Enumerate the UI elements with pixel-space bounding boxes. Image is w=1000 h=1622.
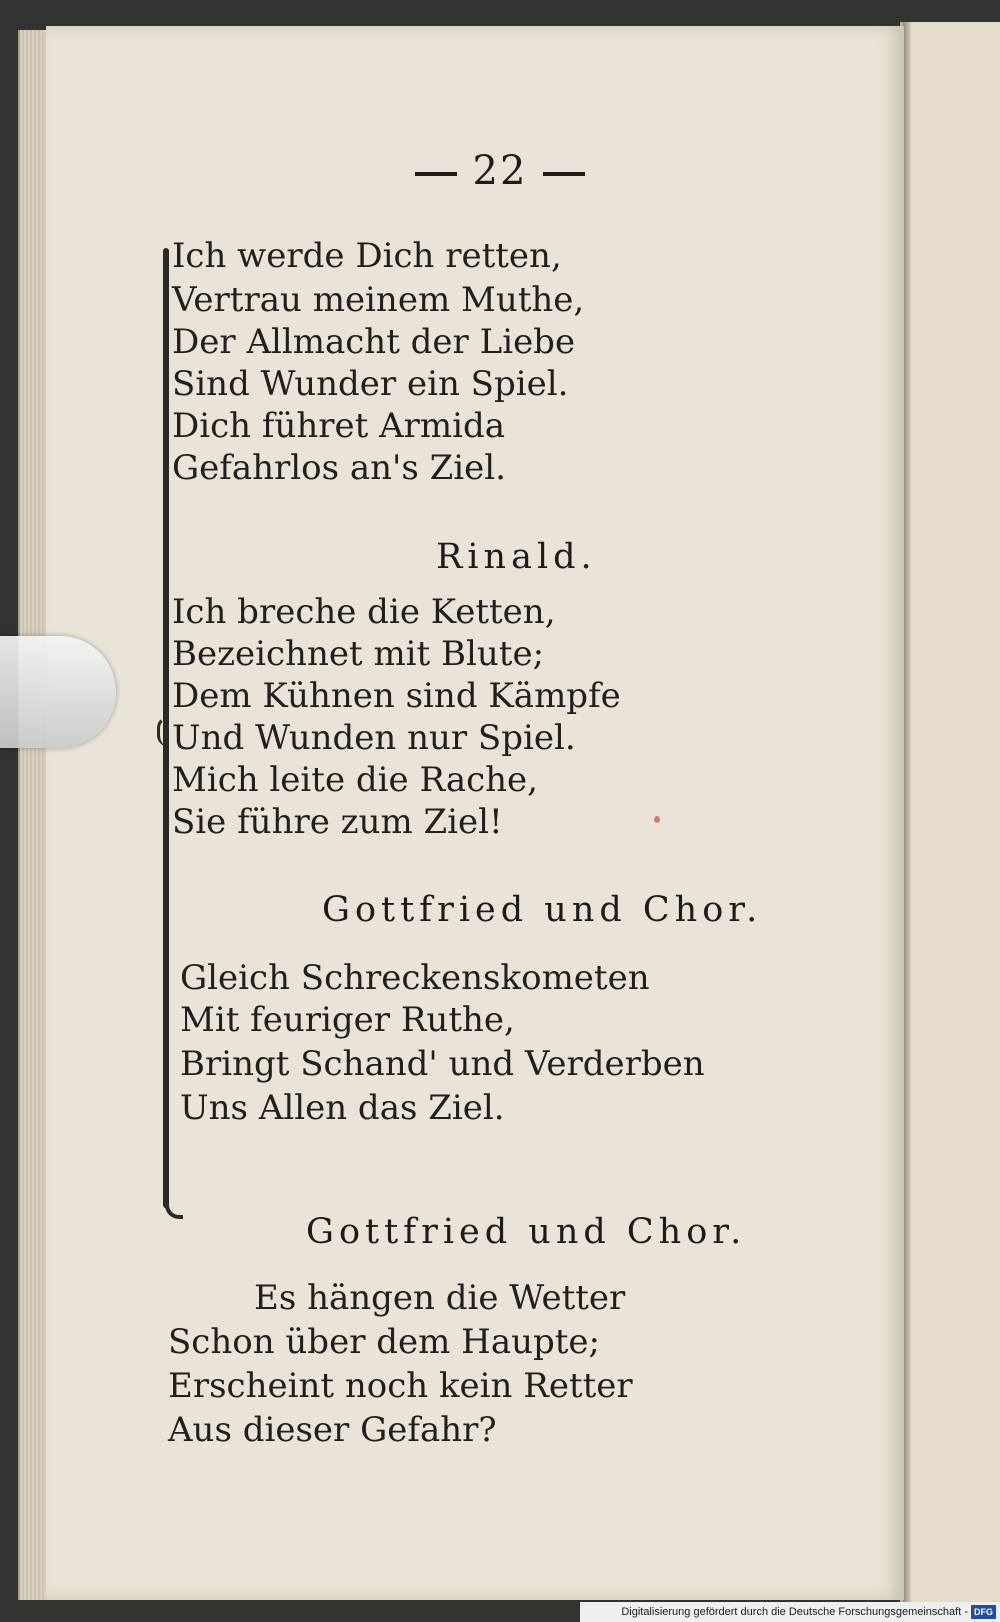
verse-line: Ich breche die Ketten, bbox=[172, 592, 556, 632]
verse-brace-end bbox=[165, 1185, 183, 1219]
bookmark-clip bbox=[0, 636, 116, 748]
verse-line: Bringt Schand' und Verderben bbox=[180, 1044, 705, 1084]
digitization-credit bbox=[580, 1602, 1000, 1622]
verse-line: Ich werde Dich retten, bbox=[172, 236, 562, 276]
verse-line: Schon über dem Haupte; bbox=[168, 1322, 601, 1362]
verse-line: Gleich Schreckenskometen bbox=[180, 958, 650, 998]
verse-line: Erscheint noch kein Retter bbox=[168, 1366, 633, 1406]
page-number bbox=[390, 148, 610, 194]
verse-line: Uns Allen das Ziel. bbox=[180, 1088, 505, 1128]
dash-right bbox=[543, 172, 585, 176]
facing-page-edge bbox=[900, 22, 1000, 1607]
page-number-value: 22 bbox=[472, 148, 528, 194]
verse-line: Sie führe zum Ziel! bbox=[172, 802, 503, 842]
verse-line: Vertrau meinem Muthe, bbox=[172, 280, 585, 320]
verse-line: Aus dieser Gefahr? bbox=[168, 1410, 497, 1450]
verse-line: Bezeichnet mit Blute; bbox=[172, 634, 545, 674]
verse-line: Mit feuriger Ruthe, bbox=[180, 1000, 515, 1040]
verse-line: Gefahrlos an's Ziel. bbox=[172, 448, 506, 488]
verse-line: Mich leite die Rache, bbox=[172, 760, 538, 800]
speaker-heading: Rinald. bbox=[436, 537, 597, 577]
verse-line: Der Allmacht der Liebe bbox=[172, 322, 576, 362]
paper-stain bbox=[654, 816, 660, 823]
speaker-heading: Gottfried und Chor. bbox=[306, 1212, 747, 1252]
verse-line: Dem Kühnen sind Kämpfe bbox=[172, 676, 621, 716]
verse-line: Und Wunden nur Spiel. bbox=[172, 718, 576, 758]
credit-text: Digitalisierung gefördert durch die Deutsche Forschungsgemeinschaft - bbox=[621, 1606, 968, 1618]
speaker-heading: Gottfried und Chor. bbox=[322, 890, 763, 930]
dash-left bbox=[415, 172, 457, 176]
verse-line: Dich führet Armida bbox=[172, 406, 506, 446]
verse-brace-point bbox=[157, 716, 172, 747]
verse-line: Es hängen die Wetter bbox=[254, 1278, 626, 1318]
verse-line: Sind Wunder ein Spiel. bbox=[172, 364, 569, 404]
dfg-logo: DFG bbox=[971, 1605, 996, 1619]
